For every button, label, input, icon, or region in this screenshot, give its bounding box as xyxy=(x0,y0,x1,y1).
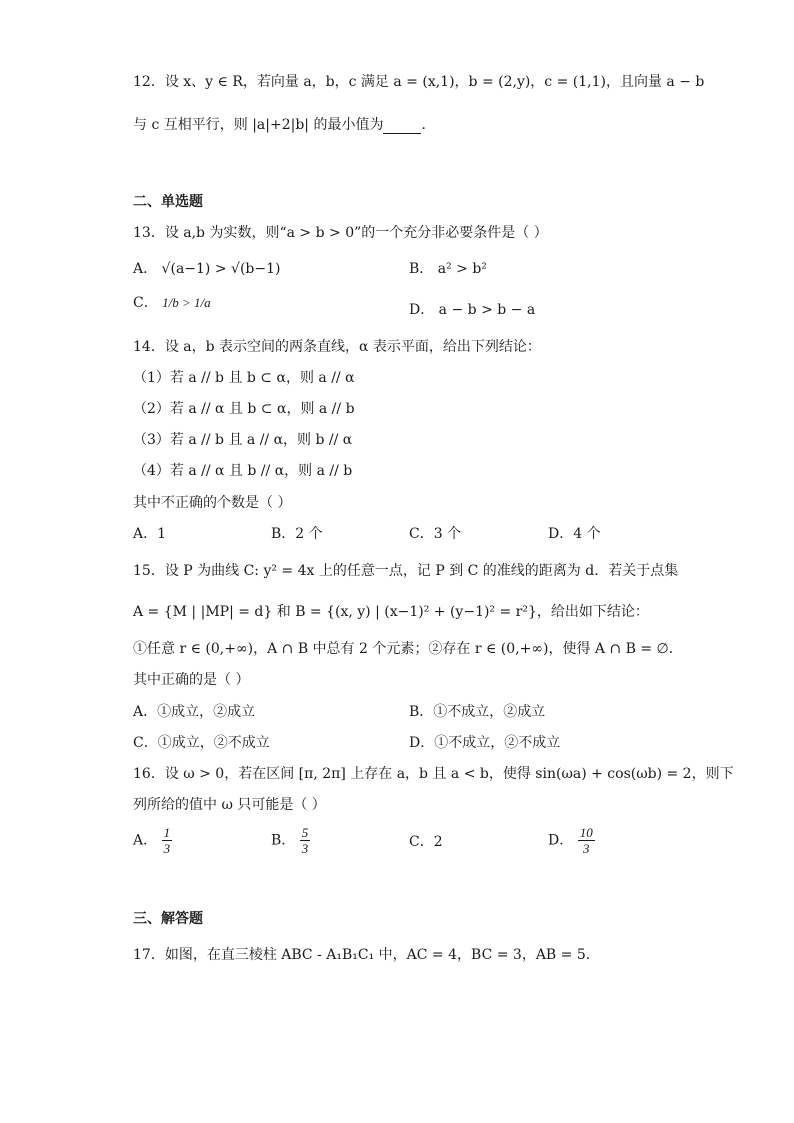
q14-option-a[interactable]: A．1 xyxy=(133,526,167,542)
q16-option-b-label: B． xyxy=(271,832,296,849)
q14-option-c[interactable]: C．3 个 xyxy=(409,526,462,542)
q15-line3: ①任意 r ∈ (0,+∞)，A ∩ B 中总有 2 个元素；②存在 r ∈ (0,+∞)，使得 A ∩ B = ∅． xyxy=(133,641,683,657)
answer-blank[interactable] xyxy=(383,119,421,134)
q14-stem: 14．设 a，b 表示空间的两条直线，α 表示平面，给出下列结论： xyxy=(133,339,541,355)
q13-option-c-label: C． xyxy=(133,295,158,311)
q13-option-d[interactable]: D． a − b > b − a xyxy=(409,302,536,318)
q16-line1: 16．设 ω > 0，若在区间 [π, 2π] 上存在 a，b 且 a < b，使得 sin(ωa) + cos(ωb) = 2，则下 xyxy=(133,766,734,782)
fraction-numerator: 1 xyxy=(163,825,171,840)
q15-line1: 15．设 P 为曲线 C: y² = 4x 上的任意一点，记 P 到 C 的准线的距离为 d．若关于点集 xyxy=(133,563,679,579)
q15-ask: 其中正确的是（ ） xyxy=(133,672,250,688)
q15-option-a[interactable]: A．①成立，②成立 xyxy=(133,704,256,720)
fraction-numerator: 10 xyxy=(579,825,593,840)
q14-option-b[interactable]: B．2 个 xyxy=(271,526,323,542)
section-heading-single-choice: 二、单选题 xyxy=(133,194,203,210)
q14-statement-4: （4）若 a // α 且 b // α，则 a // b xyxy=(133,463,353,479)
q14-statement-3: （3）若 a // b 且 a // α，则 b // α xyxy=(133,432,353,448)
q17-line1: 17．如图，在直三棱柱 ABC - A₁B₁C₁ 中，AC = 4，BC = 3，AB = 5． xyxy=(133,947,600,963)
q14-ask: 其中不正确的个数是（ ） xyxy=(133,495,292,511)
q16-option-a-label: A． xyxy=(133,832,158,849)
q12-line2 xyxy=(133,116,435,134)
q16-option-b[interactable] xyxy=(271,825,310,856)
q16-option-a-fraction xyxy=(162,825,173,856)
q13-option-c[interactable] xyxy=(133,294,211,312)
q12-line1: 12．设 x、y ∈ R，若向量 a，b，c 满足 a = (x,1)，b = (2,y)，c = (1,1)，且向量 a − b xyxy=(133,74,705,90)
fraction-denominator: 3 xyxy=(163,841,171,856)
q15-option-b[interactable]: B．①不成立，②成立 xyxy=(409,704,546,720)
q16-option-b-fraction xyxy=(300,825,311,856)
section-heading-answer: 三、解答题 xyxy=(133,911,203,927)
q16-option-d[interactable] xyxy=(548,825,595,856)
q12-line2-end: ． xyxy=(421,117,436,133)
q13-option-c-expr: 1/b > 1/a xyxy=(162,295,211,310)
q13-stem: 13．设 a,b 为实数，则“a > b > 0”的一个充分非必要条件是（ ） xyxy=(133,225,548,241)
q16-option-a[interactable] xyxy=(133,825,172,856)
q14-option-d[interactable]: D．4 个 xyxy=(548,526,601,542)
q16-option-c[interactable]: C．2 xyxy=(409,834,443,850)
q13-option-a[interactable]: A． √(a−1) > √(b−1) xyxy=(133,261,281,277)
q16-line2: 列所给的值中 ω 只可能是（ ） xyxy=(133,797,326,813)
q15-option-c[interactable]: C．①成立，②不成立 xyxy=(133,735,270,751)
q14-statement-1: （1）若 a // b 且 b ⊂ α，则 a // α xyxy=(133,370,355,386)
q14-statement-2: （2）若 a // α 且 b ⊂ α，则 a // b xyxy=(133,401,355,417)
q16-option-d-fraction xyxy=(578,825,595,856)
q15-line2: A = {M | |MP| = d} 和 B = {(x, y) | (x−1)² + (y−1)² = r²}，给出如下结论： xyxy=(133,604,649,620)
q13-option-b[interactable]: B． a² > b² xyxy=(409,261,487,277)
fraction-denominator: 3 xyxy=(582,841,590,856)
q12-line2-text: 与 c 互相平行，则 |a|+2|b| 的最小值为 xyxy=(133,117,384,133)
q16-option-d-label: D． xyxy=(548,832,574,849)
fraction-denominator: 3 xyxy=(301,841,309,856)
q15-option-d[interactable]: D．①不成立，②不成立 xyxy=(409,735,561,751)
fraction-numerator: 5 xyxy=(301,825,309,840)
